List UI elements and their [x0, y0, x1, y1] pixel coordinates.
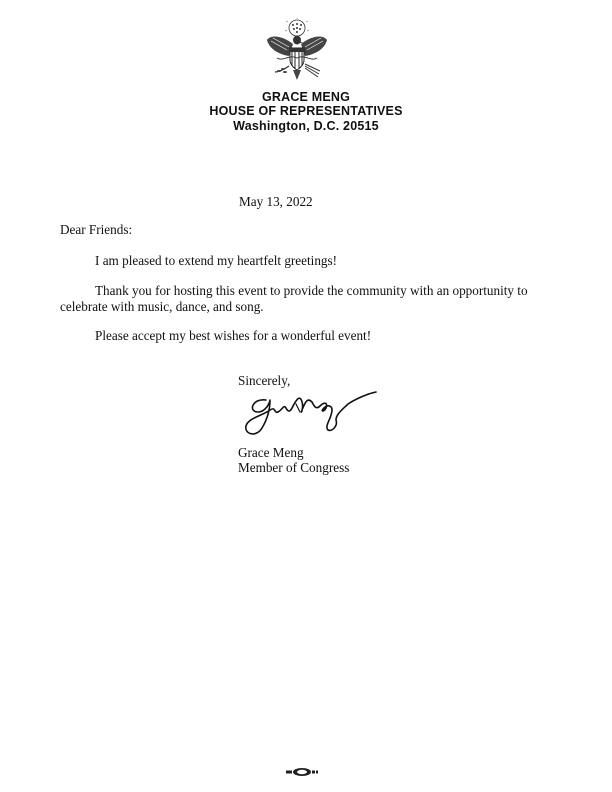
great-seal-eagle-icon [263, 18, 331, 88]
signer-title: Member of Congress [238, 460, 350, 475]
closing: Sincerely, [238, 373, 291, 388]
signer-name: Grace Meng [238, 445, 304, 460]
letterhead-chamber: HOUSE OF REPRESENTATIVES [209, 104, 403, 118]
paragraph-2-line-2: celebrate with music, dance, and song. [60, 299, 264, 314]
paragraph-3: Please accept my best wishes for a wonderful event! [95, 328, 372, 343]
handwritten-signature [240, 390, 380, 442]
printing-union-bug-icon [285, 767, 319, 777]
letter-date: May 13, 2022 [239, 194, 313, 209]
letterhead-name: GRACE MENG [261, 90, 351, 104]
letterhead-location: Washington, D.C. 20515 [233, 119, 379, 133]
salutation: Dear Friends: [60, 222, 133, 237]
paragraph-1: I am pleased to extend my heartfelt greetings! [95, 253, 338, 268]
paragraph-2-line-1: Thank you for hosting this event to provide the community with an opportunity to [95, 283, 528, 298]
